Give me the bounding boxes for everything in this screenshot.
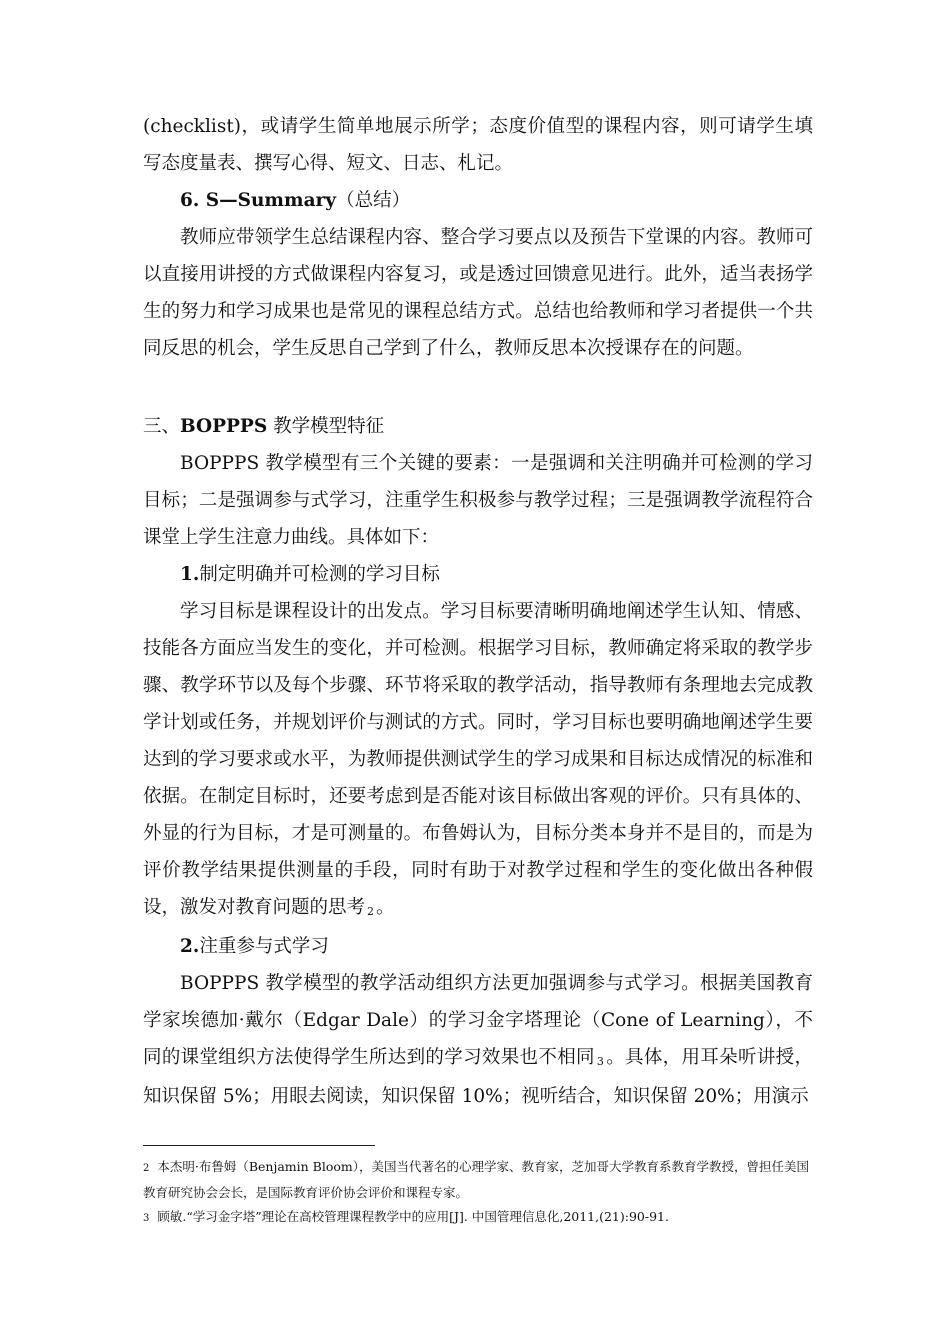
heading-objectives bbox=[143, 556, 813, 593]
footnote-text: 顾敏.“学习金字塔”理论在高校管理课程教学中的应用[J]. 中国管理信息化,2011,(21):90-91. bbox=[157, 1209, 669, 1224]
heading-objectives-number: 1. bbox=[180, 564, 200, 585]
body-text bbox=[143, 108, 813, 1115]
heading-objectives-text: 制定明确并可检测的学习目标 bbox=[199, 564, 440, 585]
section-heading-features bbox=[143, 408, 813, 445]
paragraph-objectives bbox=[143, 593, 813, 928]
heading-participation-number: 2. bbox=[180, 936, 200, 957]
paragraph-participation bbox=[143, 965, 813, 1115]
section-number: 三、 bbox=[143, 416, 181, 437]
paragraph-checklist: (checklist)，或请学生简单地展示所学；态度价值型的课程内容，则可请学生填写态度量表、撰写心得、短文、日志、札记。 bbox=[143, 116, 813, 174]
footnote-ref-2[interactable]: 2 bbox=[367, 905, 375, 918]
paragraph-three-elements: BOPPPS 教学模型有三个关键的要素：一是强调和关注明确并可检测的学习目标；二是强调参与式学习，注重学生积极参与教学过程；三是强调教学流程符合课堂上学生注意力曲线。具体如下： bbox=[143, 453, 813, 548]
paragraph-objectives-end: 。 bbox=[376, 897, 395, 918]
footnotes bbox=[143, 1155, 813, 1231]
section-heading-bold: BOPPPS bbox=[180, 416, 268, 437]
paragraph-participation-text-a: BOPPPS 教学模型的教学活动组织方法更加强调参与式学习。根据美国教育学家埃德加·戴尔（Edgar Dale）的学习金字塔理论（Cone of Learning），不同的课堂组织方法使得学生所达到的学习效果也不相同 bbox=[143, 973, 813, 1068]
footnote-3 bbox=[143, 1205, 813, 1231]
paragraph-participation-text-b: 。具体，用耳朵听讲授，知识保留 5%；用眼去阅读，知识保留 10%；视听结合，知识保留 20%；用演示 bbox=[143, 1047, 813, 1107]
heading-summary bbox=[143, 182, 813, 219]
paragraph-summary: 教师应带领学生总结课程内容、整合学习要点以及预告下堂课的内容。教师可以直接用讲授的方式做课程内容复习，或是透过回馈意见进行。此外，适当表扬学生的努力和学习成果也是常见的课程总结方式。总结也给教师和学习者提供一个共同反思的机会，学生反思自己学到了什么，教师反思本次授课存在的问题。 bbox=[143, 227, 813, 359]
heading-participation bbox=[143, 928, 813, 965]
footnote-number: 2 bbox=[143, 1163, 150, 1174]
footnote-ref-3[interactable]: 3 bbox=[596, 1055, 604, 1068]
footnote-number: 3 bbox=[143, 1213, 150, 1224]
footnote-2 bbox=[143, 1155, 813, 1205]
heading-summary-text: （总结） bbox=[336, 190, 411, 211]
section-heading-text: 教学模型特征 bbox=[267, 416, 385, 437]
paragraph-objectives-text: 学习目标是课程设计的出发点。学习目标要清晰明确地阐述学生认知、情感、技能各方面应当发生的变化，并可检测。根据学习目标，教师确定将采取的教学步骤、教学环节以及每个步骤、环节将采取的教学活动，指导教师有条理地去完成教学计划或任务，并规划评价与测试的方式。同时，学习目标也要明确地阐述学生要达到的学习要求或水平，为教师提供测试学生的学习成果和目标达成情况的标准和依据。在制定目标时，还要考虑到是否能对该目标做出客观的评价。只有具体的、外显的行为目标，才是可测量的。布鲁姆认为，目标分类本身并不是目的，而是为评价教学结果提供测量的手段，同时有助于对教学过程和学生的变化做出各种假设，激发对教育问题的思考 bbox=[143, 601, 813, 918]
footnote-text: 本杰明·布鲁姆（Benjamin Bloom），美国当代著名的心理学家、教育家，芝加哥大学教育系教育学教授，曾担任美国教育研究协会会长，是国际教育评价协会评价和课程专家。 bbox=[143, 1159, 810, 1200]
footnote-divider bbox=[143, 1145, 375, 1146]
heading-summary-number: 6. S—Summary bbox=[180, 190, 337, 211]
heading-participation-text: 注重参与式学习 bbox=[199, 936, 329, 957]
